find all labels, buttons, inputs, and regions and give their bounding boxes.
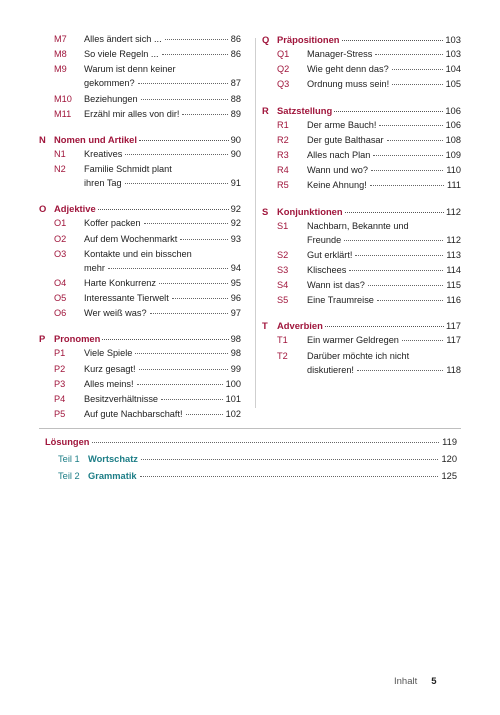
toc-section-row[interactable] — [262, 105, 461, 120]
item-page: 110 — [446, 165, 461, 176]
item-code: O6 — [54, 308, 67, 319]
toc-item-row[interactable] — [39, 234, 241, 249]
dot-leader — [392, 84, 442, 85]
column-divider — [255, 38, 256, 408]
toc-item-row[interactable] — [39, 164, 241, 178]
item-page: 97 — [230, 308, 241, 319]
item-title: Der gute Balthasar — [307, 134, 384, 145]
toc-item-row[interactable] — [262, 280, 461, 295]
dot-leader — [159, 283, 228, 284]
dot-leader — [182, 114, 227, 115]
item-code: R5 — [277, 180, 289, 191]
dot-leader — [92, 442, 439, 443]
item-page: 108 — [445, 134, 461, 145]
toc-item-row[interactable] — [262, 351, 461, 365]
toc-item-row[interactable] — [39, 109, 241, 124]
dot-leader — [186, 414, 223, 415]
dot-leader — [172, 298, 228, 299]
dot-leader — [344, 240, 443, 241]
item-page: 94 — [230, 262, 241, 273]
item-title: Alles meins! — [84, 378, 134, 389]
dot-leader — [108, 268, 228, 269]
section-page: 90 — [230, 133, 241, 145]
item-code: M7 — [54, 34, 67, 44]
item-page: 102 — [225, 409, 241, 420]
dot-leader — [375, 54, 442, 55]
dot-leader — [368, 285, 443, 286]
item-title-continuation: mehr — [84, 262, 105, 273]
item-code: N2 — [54, 164, 66, 175]
section-page: 117 — [446, 320, 461, 332]
section-gap — [262, 196, 461, 206]
dot-leader — [139, 369, 228, 370]
item-code: R2 — [277, 134, 289, 145]
horizontal-divider — [39, 428, 461, 429]
toc-item-row[interactable] — [262, 79, 461, 94]
section-page: 98 — [230, 333, 241, 345]
section-page: 103 — [445, 34, 461, 45]
item-page: 98 — [230, 348, 241, 359]
section-page: 106 — [445, 104, 461, 116]
item-page: 106 — [445, 119, 461, 130]
toc-left-column — [39, 34, 241, 424]
section-gap — [262, 95, 461, 105]
toc-item-row[interactable] — [39, 293, 241, 308]
item-code: P3 — [54, 378, 66, 389]
dot-leader — [371, 170, 443, 171]
dot-leader — [161, 399, 223, 400]
toc-item-continuation-row[interactable] — [39, 263, 241, 278]
dot-leader — [162, 54, 228, 55]
toc-item-row[interactable] — [39, 34, 241, 49]
toc-section-row[interactable] — [39, 333, 241, 348]
dot-leader — [355, 255, 443, 256]
toc-item-row[interactable] — [39, 394, 241, 409]
item-page: 111 — [447, 180, 461, 191]
dot-leader — [325, 326, 444, 327]
dot-leader — [138, 83, 228, 84]
item-page: 88 — [230, 93, 241, 104]
dot-leader — [139, 140, 229, 141]
item-title: Der arme Bauch! — [307, 119, 377, 130]
dot-leader — [137, 384, 223, 385]
item-page: 114 — [446, 264, 461, 275]
item-page: 109 — [445, 149, 461, 160]
toc-item-row[interactable] — [39, 278, 241, 293]
item-title: Auf gute Nachbarschaft! — [84, 409, 183, 420]
toc-section-row[interactable] — [262, 34, 461, 49]
item-title-continuation: Freunde — [307, 234, 342, 245]
dot-leader — [345, 212, 444, 213]
dot-leader — [387, 140, 443, 141]
solutions-part-title: Grammatik — [88, 471, 137, 481]
solutions-heading: Lösungen — [45, 437, 90, 447]
item-code: O3 — [54, 248, 67, 259]
item-page: 87 — [230, 78, 241, 89]
item-code: S5 — [277, 295, 289, 306]
item-title: Ein warmer Geldregen — [307, 335, 399, 346]
item-code: Q2 — [277, 64, 290, 75]
dot-leader — [125, 183, 228, 184]
solutions-part-code: Teil 2 — [58, 471, 80, 481]
toc-item-row[interactable] — [262, 150, 461, 165]
item-page: 86 — [230, 34, 241, 44]
toc-item-continuation-row[interactable] — [39, 178, 241, 193]
section-letter: Q — [262, 34, 270, 45]
item-title: Manager-Stress — [307, 49, 373, 59]
solutions-part-title: Wortschatz — [88, 454, 138, 464]
dot-leader — [141, 99, 228, 100]
toc-item-row[interactable] — [39, 348, 241, 363]
section-title: Präpositionen — [277, 34, 340, 45]
item-title: Warum ist denn keiner — [84, 64, 176, 75]
dot-leader — [392, 69, 443, 70]
item-code: Q3 — [277, 79, 290, 90]
toc-item-row[interactable] — [39, 49, 241, 64]
section-letter: O — [39, 203, 47, 215]
toc-item-row[interactable] — [262, 180, 461, 195]
item-title: Wer weiß was? — [84, 308, 147, 319]
item-title: Alles ändert sich ... — [84, 34, 162, 44]
toc-item-row[interactable] — [39, 379, 241, 394]
item-code: P1 — [54, 348, 66, 359]
section-title: Nomen und Artikel — [54, 133, 137, 145]
toc-item-row[interactable] — [262, 135, 461, 150]
item-page: 96 — [230, 293, 241, 304]
item-code: M9 — [54, 64, 67, 75]
toc-item-row[interactable] — [262, 295, 461, 310]
item-page: 93 — [230, 233, 241, 244]
item-title: Alles nach Plan — [307, 149, 371, 160]
toc-item-row[interactable] — [262, 49, 461, 64]
dot-leader — [140, 476, 439, 477]
item-title: Beziehungen — [84, 93, 138, 104]
section-page: 92 — [230, 203, 241, 215]
dot-leader — [342, 40, 444, 41]
page-footer — [394, 676, 437, 687]
item-code: P4 — [54, 394, 66, 404]
item-code: S1 — [277, 220, 289, 231]
item-code: S4 — [277, 280, 289, 291]
item-title: Besitzverhältnisse — [84, 394, 159, 404]
toc-item-continuation-row[interactable] — [262, 235, 461, 250]
toc-item-row[interactable] — [39, 409, 241, 424]
item-title: Eine Traumreise — [307, 295, 374, 306]
toc-section-row[interactable] — [39, 134, 241, 149]
dot-leader — [402, 340, 443, 341]
dot-leader — [334, 111, 443, 112]
item-page: 95 — [230, 277, 241, 288]
item-page: 99 — [230, 363, 241, 374]
toc-item-row[interactable] — [262, 221, 461, 235]
item-title-continuation: gekommen? — [84, 78, 135, 89]
item-title: Kurz gesagt! — [84, 363, 136, 374]
section-title: Adverbien — [277, 320, 323, 332]
item-page: 115 — [446, 280, 461, 291]
dot-leader — [150, 313, 228, 314]
solutions-page: 119 — [442, 437, 457, 447]
item-page: 101 — [225, 394, 241, 404]
item-page: 117 — [446, 335, 461, 346]
item-code: T2 — [277, 350, 288, 361]
item-title: Harte Konkurrenz — [84, 277, 157, 288]
item-page: 105 — [445, 79, 461, 90]
section-title: Adjektive — [54, 203, 96, 215]
toc-item-row[interactable] — [262, 64, 461, 79]
dot-leader — [349, 270, 443, 271]
item-title: Wann ist das? — [307, 280, 365, 291]
toc-section-row[interactable] — [262, 320, 461, 335]
item-code: T1 — [277, 335, 288, 346]
item-title: Erzähl mir alles von dir! — [84, 108, 180, 119]
solutions-heading-row[interactable] — [45, 437, 457, 454]
toc-item-row[interactable] — [39, 149, 241, 164]
item-title: Keine Ahnung! — [307, 180, 367, 191]
item-title: Kontakte und ein bisschen — [84, 248, 192, 259]
item-code: S3 — [277, 264, 289, 275]
dot-leader — [180, 239, 227, 240]
toc-right-column — [262, 34, 461, 380]
item-code: R4 — [277, 165, 289, 176]
toc-item-row[interactable] — [39, 308, 241, 323]
item-code: M10 — [54, 93, 72, 104]
toc-item-continuation-row[interactable] — [262, 365, 461, 380]
footer-label: Inhalt — [394, 676, 418, 687]
section-title: Satzstellung — [277, 104, 333, 116]
section-letter: P — [39, 333, 46, 345]
section-gap — [39, 193, 241, 203]
item-code: O1 — [54, 218, 67, 229]
toc-item-row[interactable] — [262, 250, 461, 265]
item-title: Klischees — [307, 264, 347, 275]
toc-item-row[interactable] — [262, 265, 461, 280]
dot-leader — [373, 155, 442, 156]
item-title: Koffer packen — [84, 218, 141, 229]
solutions-section — [45, 437, 457, 488]
toc-section-row[interactable] — [262, 206, 461, 221]
item-page: 112 — [446, 234, 461, 245]
item-code: Q1 — [277, 49, 290, 59]
toc-item-row[interactable] — [39, 94, 241, 109]
dot-leader — [98, 209, 229, 210]
dot-leader — [370, 185, 444, 186]
footer-page-number: 5 — [431, 676, 437, 687]
dot-leader — [135, 353, 227, 354]
item-code: M8 — [54, 49, 67, 60]
item-title: Wann und wo? — [307, 165, 368, 176]
dot-leader — [144, 223, 228, 224]
item-code: O5 — [54, 293, 67, 304]
item-code: P5 — [54, 409, 66, 420]
section-page: 112 — [446, 205, 461, 217]
toc-section-row[interactable] — [39, 203, 241, 218]
item-page: 86 — [230, 49, 241, 60]
item-title: Darüber möchte ich nicht — [307, 350, 410, 361]
item-title: Auf dem Wochenmarkt — [84, 233, 178, 244]
toc-item-continuation-row[interactable] — [39, 78, 241, 93]
section-letter: N — [39, 133, 46, 145]
dot-leader — [379, 125, 442, 126]
solutions-part-page: 125 — [441, 471, 457, 481]
section-letter: R — [262, 104, 269, 116]
item-page: 92 — [230, 218, 241, 229]
item-title: Kreatives — [84, 148, 123, 159]
item-page: 104 — [445, 64, 461, 75]
item-page: 90 — [230, 148, 241, 159]
section-gap — [39, 323, 241, 333]
item-page: 103 — [445, 49, 461, 59]
section-letter: S — [262, 205, 269, 217]
item-page: 113 — [446, 249, 461, 260]
section-title: Pronomen — [54, 333, 101, 345]
item-title: Interessante Tierwelt — [84, 293, 169, 304]
item-title: Viele Spiele — [84, 348, 133, 359]
item-code: P2 — [54, 363, 66, 374]
toc-item-row[interactable] — [39, 249, 241, 263]
dot-leader — [102, 339, 228, 340]
item-title: Nachbarn, Bekannte und — [307, 220, 409, 231]
item-code: M11 — [54, 108, 72, 119]
solutions-part-code: Teil 1 — [58, 454, 80, 464]
item-page: 116 — [446, 295, 461, 306]
toc-item-row[interactable] — [262, 120, 461, 135]
dot-leader — [165, 39, 228, 40]
toc-item-row[interactable] — [262, 335, 461, 350]
item-title: So viele Regeln ... — [84, 49, 159, 60]
item-code: S2 — [277, 249, 289, 260]
item-title: Gut erklärt! — [307, 249, 353, 260]
section-letter: T — [262, 320, 268, 332]
item-page: 89 — [230, 108, 241, 119]
dot-leader — [357, 370, 443, 371]
section-gap — [39, 124, 241, 134]
item-code: O2 — [54, 233, 67, 244]
toc-item-row[interactable] — [39, 64, 241, 78]
solutions-part-row[interactable] — [45, 471, 457, 488]
item-code: R1 — [277, 119, 289, 130]
item-title: Wie geht denn das? — [307, 64, 389, 75]
dot-leader — [125, 154, 227, 155]
item-title-continuation: ihren Tag — [84, 178, 122, 189]
item-page: 118 — [446, 364, 461, 375]
toc-item-row[interactable] — [39, 218, 241, 233]
dot-leader — [141, 459, 439, 460]
toc-item-row[interactable] — [262, 165, 461, 180]
item-page: 91 — [230, 178, 241, 189]
item-page: 100 — [225, 378, 241, 389]
item-title: Familie Schmidt plant — [84, 164, 172, 175]
item-code: O4 — [54, 277, 67, 288]
section-title: Konjunktionen — [277, 205, 343, 217]
solutions-part-row[interactable] — [45, 454, 457, 471]
section-gap — [262, 310, 461, 320]
dot-leader — [377, 300, 443, 301]
solutions-part-page: 120 — [441, 454, 457, 464]
item-code: N1 — [54, 148, 66, 159]
item-title: Ordnung muss sein! — [307, 79, 390, 90]
item-title-continuation: diskutieren! — [307, 364, 354, 375]
item-code: R3 — [277, 149, 289, 160]
toc-item-row[interactable] — [39, 364, 241, 379]
